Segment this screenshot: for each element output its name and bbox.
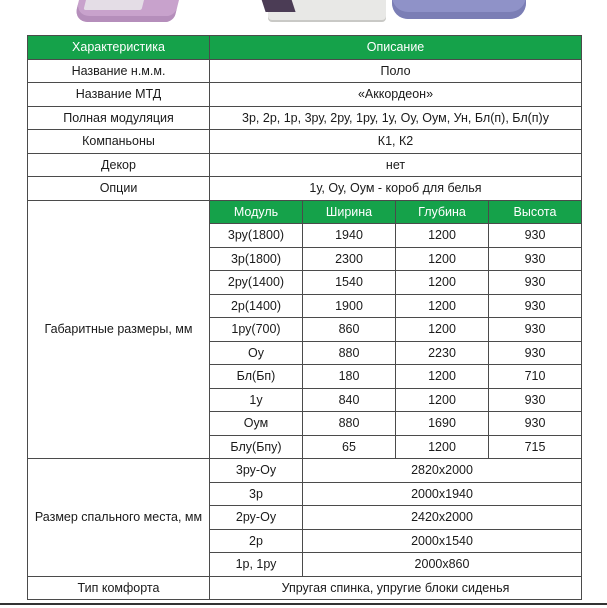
dimensions-label: Габаритные размеры, мм (28, 200, 210, 459)
sofa-photo-white-accent (258, 0, 295, 12)
module-name: 1у (210, 388, 303, 412)
row-label: Компаньоны (28, 130, 210, 154)
dimension-value: 1200 (396, 294, 489, 318)
sleeping-size: 2420х2000 (303, 506, 582, 530)
dimension-value: 930 (489, 271, 582, 295)
module-name: Бл(Бп) (210, 365, 303, 389)
row-value: 1у, Оу, Оум - короб для белья (210, 177, 582, 201)
dimensions-header-row (28, 200, 582, 224)
row-label: Опции (28, 177, 210, 201)
row-value: нет (210, 153, 582, 177)
sleeping-size: 2000х1540 (303, 529, 582, 553)
row-label: Название МТД (28, 83, 210, 107)
sleeping-module: 2р (210, 529, 303, 553)
row-value: К1, К2 (210, 130, 582, 154)
row-label: Декор (28, 153, 210, 177)
dimension-value: 860 (303, 318, 396, 342)
module-name: 3р(1800) (210, 247, 303, 271)
table-row (28, 106, 582, 130)
dimensions-column-header: Модуль (210, 200, 303, 224)
table-row (28, 59, 582, 83)
dimension-value: 180 (303, 365, 396, 389)
sleeping-size: 2000х860 (303, 553, 582, 577)
table-row (28, 83, 582, 107)
dimension-value: 930 (489, 341, 582, 365)
dimension-value: 715 (489, 435, 582, 459)
sleeping-module: 3р (210, 482, 303, 506)
dimension-value: 1940 (303, 224, 396, 248)
comfort-value: Упругая спинка, упругие блоки сиденья (210, 576, 582, 600)
table-header-row (28, 36, 582, 60)
dimensions-column-header: Ширина (303, 200, 396, 224)
dimension-value: 930 (489, 224, 582, 248)
dimension-value: 930 (489, 412, 582, 436)
dimensions-column-header: Высота (489, 200, 582, 224)
dimension-value: 930 (489, 388, 582, 412)
dimension-value: 65 (303, 435, 396, 459)
sleeping-module: 2ру-Оу (210, 506, 303, 530)
dimension-value: 1200 (396, 365, 489, 389)
sleeping-module: 1р, 1ру (210, 553, 303, 577)
table-row (28, 153, 582, 177)
sleeping-module: 3ру-Оу (210, 459, 303, 483)
module-name: Оу (210, 341, 303, 365)
sleeping-row (28, 459, 582, 483)
dimension-value: 2300 (303, 247, 396, 271)
comfort-row (28, 576, 582, 600)
dimension-value: 880 (303, 412, 396, 436)
sofa-photo-blue (392, 0, 526, 19)
module-name: Блу(Бпу) (210, 435, 303, 459)
table-row (28, 177, 582, 201)
module-name: 2ру(1400) (210, 271, 303, 295)
dimension-value: 1900 (303, 294, 396, 318)
module-name: 2р(1400) (210, 294, 303, 318)
dimension-value: 1200 (396, 271, 489, 295)
dimension-value: 1690 (396, 412, 489, 436)
dimension-value: 1200 (396, 388, 489, 412)
dimension-value: 1540 (303, 271, 396, 295)
row-value: 3р, 2р, 1р, 3ру, 2ру, 1ру, 1у, Оу, Оум, Ун, Бл(п), Бл(п)у (210, 106, 582, 130)
table-row (28, 130, 582, 154)
bottom-divider (0, 603, 607, 605)
dimension-value: 710 (489, 365, 582, 389)
dimensions-column-header: Глубина (396, 200, 489, 224)
dimension-value: 2230 (396, 341, 489, 365)
row-value: «Аккордеон» (210, 83, 582, 107)
dimension-value: 880 (303, 341, 396, 365)
sofa-photo-lilac-cushion (84, 0, 147, 10)
dimension-value: 1200 (396, 435, 489, 459)
product-photos (0, 0, 607, 24)
module-name: 1ру(700) (210, 318, 303, 342)
sleeping-size: 2820х2000 (303, 459, 582, 483)
module-name: 3ру(1800) (210, 224, 303, 248)
dimension-value: 930 (489, 247, 582, 271)
dimension-value: 1200 (396, 318, 489, 342)
header-description: Описание (210, 36, 582, 60)
row-label: Полная модуляция (28, 106, 210, 130)
sleeping-label: Размер спального места, мм (28, 459, 210, 577)
row-label: Название н.м.м. (28, 59, 210, 83)
row-value: Поло (210, 59, 582, 83)
module-name: Оум (210, 412, 303, 436)
sleeping-size: 2000х1940 (303, 482, 582, 506)
dimension-value: 1200 (396, 224, 489, 248)
spec-table-body (28, 36, 582, 600)
dimension-value: 930 (489, 294, 582, 318)
spec-table (27, 35, 582, 600)
dimension-value: 840 (303, 388, 396, 412)
comfort-label: Тип комфорта (28, 576, 210, 600)
header-characteristic: Характеристика (28, 36, 210, 60)
dimension-value: 930 (489, 318, 582, 342)
dimension-value: 1200 (396, 247, 489, 271)
